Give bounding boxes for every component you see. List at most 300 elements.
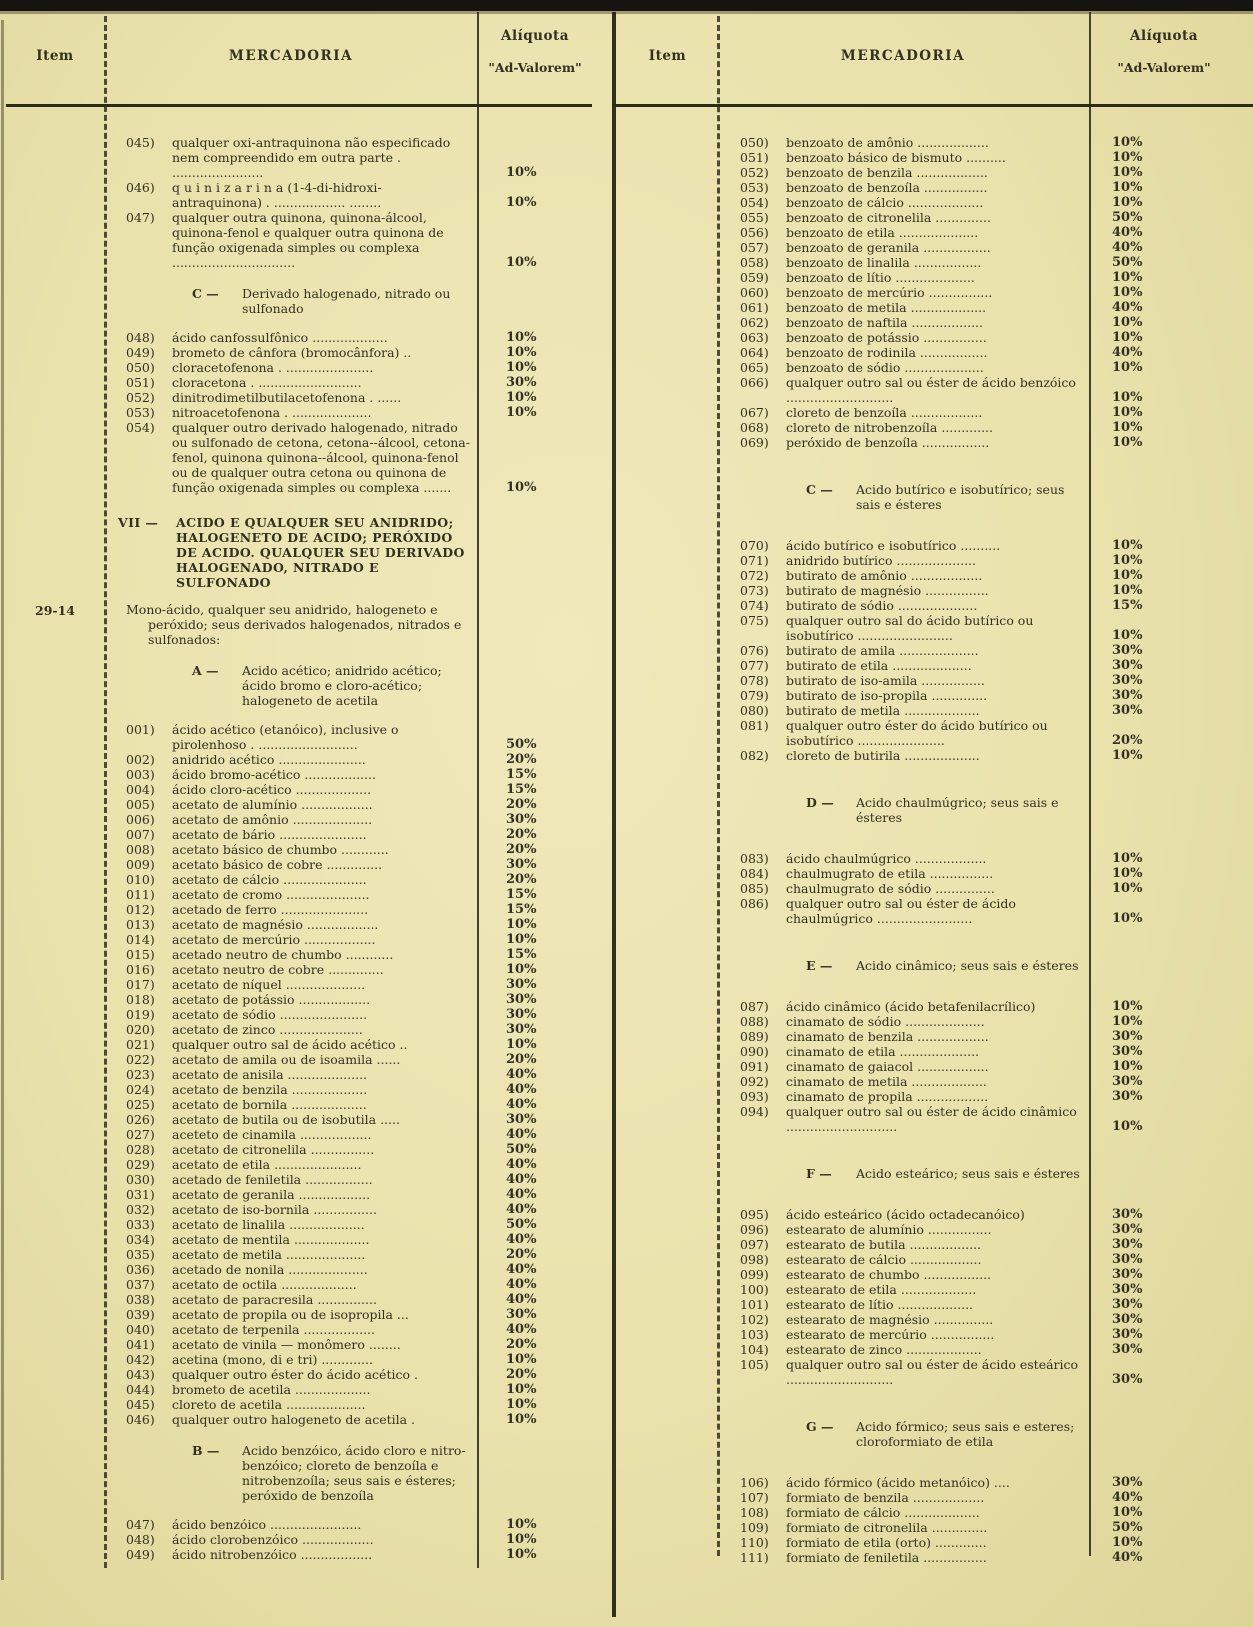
row-text: cinamato de sódio .................... — [786, 1014, 985, 1029]
row-rate: 30% — [506, 992, 537, 1007]
row-text: acetato de butila ou de isobutila ..... — [172, 1112, 400, 1127]
mercadoria-cell — [104, 1352, 478, 1367]
row-rate: 50% — [1112, 210, 1143, 225]
table-row — [612, 598, 1253, 613]
mercadoria-cell — [718, 896, 1090, 926]
row-rate: 10% — [1112, 285, 1143, 300]
mercadoria-cell — [718, 568, 1090, 583]
row-rate: 40% — [1112, 345, 1143, 360]
rate-cell — [1090, 135, 1253, 150]
mercadoria-cell — [104, 932, 478, 947]
mercadoria-cell — [104, 962, 478, 977]
row-text: benzoato de potássio ................ — [786, 330, 987, 345]
row-number: 108) — [740, 1505, 769, 1520]
table-row — [612, 688, 1253, 703]
item-code-cell — [612, 1089, 718, 1090]
row-text: benzoato de amônio .................. — [786, 135, 989, 150]
item-code-cell — [612, 1166, 718, 1167]
row-rate: 40% — [1112, 300, 1143, 315]
row-number: 021) — [126, 1037, 155, 1052]
item-code-cell — [6, 1367, 104, 1368]
item-code: 29-14 — [35, 603, 75, 618]
rate-cell — [1090, 1327, 1253, 1342]
column-header-left — [6, 12, 592, 107]
section-heading — [612, 1419, 1253, 1449]
heading-prefix: C — — [806, 482, 833, 497]
row-number: 026) — [126, 1112, 155, 1127]
item-code-cell — [612, 240, 718, 241]
table-row — [6, 1547, 592, 1562]
mercadoria-cell — [104, 1082, 478, 1097]
rate-cell — [478, 857, 592, 872]
row-text: formiato de benzila .................. — [786, 1490, 985, 1505]
item-code-cell — [612, 150, 718, 151]
row-text: qualquer outro éster do ácido acético . — [172, 1367, 418, 1382]
table-row — [6, 1307, 592, 1322]
row-number: 047) — [126, 210, 155, 225]
row-text: butirato de amônio .................. — [786, 568, 983, 583]
mercadoria-cell — [718, 1059, 1090, 1074]
row-number: 035) — [126, 1247, 155, 1262]
item-code-cell — [6, 1337, 104, 1338]
mercadoria-cell — [104, 210, 478, 270]
item-code-cell — [6, 722, 104, 723]
mercadoria-cell — [718, 866, 1090, 881]
item-code-cell — [6, 887, 104, 888]
rate-cell — [1090, 628, 1253, 643]
item-code-cell — [6, 1532, 104, 1533]
mercadoria-cell — [104, 1292, 478, 1307]
rate-cell — [1090, 1490, 1253, 1505]
table-row — [6, 1262, 592, 1277]
mercadoria-cell — [718, 538, 1090, 553]
row-rate: 10% — [1112, 1505, 1143, 1520]
mercadoria-cell — [104, 857, 478, 872]
table-row — [612, 405, 1253, 420]
rate-cell — [1090, 255, 1253, 270]
mercadoria-cell — [104, 917, 478, 932]
mercadoria-cell — [718, 958, 1090, 973]
mercadoria-cell — [718, 360, 1090, 375]
row-text: chaulmugrato de etila ................ — [786, 866, 994, 881]
row-number: 049) — [126, 345, 155, 360]
table-row — [612, 165, 1253, 180]
row-number: 109) — [740, 1520, 769, 1535]
row-number: 075) — [740, 613, 769, 628]
mercadoria-cell — [104, 1172, 478, 1187]
mercadoria-cell — [718, 300, 1090, 315]
item-code-cell — [6, 1052, 104, 1053]
row-number: 055) — [740, 210, 769, 225]
row-number: 034) — [126, 1232, 155, 1247]
section-heading — [612, 795, 1253, 825]
table-row — [612, 718, 1253, 748]
item-code-cell — [612, 345, 718, 346]
row-number: 083) — [740, 851, 769, 866]
row-rate: 10% — [1112, 851, 1143, 866]
rate-cell — [1090, 911, 1253, 926]
mercadoria-cell — [104, 1382, 478, 1397]
row-text: butirato de etila .................... — [786, 658, 972, 673]
row-number: 041) — [126, 1337, 155, 1352]
rate-cell — [1090, 583, 1253, 598]
mercadoria-cell — [104, 872, 478, 887]
mercadoria-cell — [104, 1202, 478, 1217]
rate-cell — [478, 255, 592, 270]
rate-cell — [478, 1547, 592, 1562]
mercadoria-cell — [718, 1550, 1090, 1565]
table-row — [612, 568, 1253, 583]
item-code-cell — [612, 999, 718, 1000]
rate-cell — [1090, 748, 1253, 763]
rate-cell — [478, 767, 592, 782]
rate-cell — [478, 1052, 592, 1067]
row-text: cloracetona . .......................... — [172, 375, 362, 390]
row-number: 068) — [740, 420, 769, 435]
row-number: 046) — [126, 180, 155, 195]
row-rate: 10% — [1112, 420, 1143, 435]
mercadoria-cell — [104, 1307, 478, 1322]
table-row — [6, 1052, 592, 1067]
row-text: qualquer oxi-antraquinona não especificado nem compreendido em outra parte . ....................... — [172, 135, 451, 180]
mercadoria-cell — [104, 1217, 478, 1232]
table-row — [612, 1029, 1253, 1044]
row-rate: 15% — [1112, 598, 1143, 613]
table-row — [612, 345, 1253, 360]
mercadoria-cell — [718, 1166, 1090, 1181]
row-rate: 10% — [1112, 405, 1143, 420]
row-rate: 30% — [1112, 688, 1143, 703]
rate-cell — [1090, 881, 1253, 896]
row-number: 073) — [740, 583, 769, 598]
row-text: acetato de alumínio .................. — [172, 797, 373, 812]
rate-cell — [1090, 360, 1253, 375]
mercadoria-cell — [718, 1297, 1090, 1312]
table-row — [612, 1252, 1253, 1267]
mercadoria-cell — [104, 602, 478, 647]
mercadoria-cell — [718, 718, 1090, 748]
mercadoria-cell — [718, 1342, 1090, 1357]
rate-cell — [1090, 553, 1253, 568]
item-code-cell — [612, 568, 718, 569]
row-number: 091) — [740, 1059, 769, 1074]
table-row — [612, 150, 1253, 165]
row-rate: 20% — [506, 842, 537, 857]
mercadoria-cell — [104, 663, 478, 708]
item-code-cell — [6, 1262, 104, 1263]
mercadoria-cell — [104, 1517, 478, 1532]
mercadoria-cell — [104, 842, 478, 857]
row-rate: 15% — [506, 782, 537, 797]
table-row — [6, 180, 592, 210]
rate-cell — [478, 782, 592, 797]
rate-cell — [478, 737, 592, 752]
row-rate: 30% — [1112, 1327, 1143, 1342]
mercadoria-cell — [718, 1074, 1090, 1089]
row-number: 012) — [126, 902, 155, 917]
rate-cell — [478, 977, 592, 992]
mercadoria-cell — [718, 255, 1090, 270]
item-code-cell — [612, 583, 718, 584]
row-number: 076) — [740, 643, 769, 658]
row-text: estearato de butila .................. — [786, 1237, 982, 1252]
row-number: 001) — [126, 722, 155, 737]
table-row — [612, 1104, 1253, 1134]
mercadoria-cell — [104, 902, 478, 917]
rate-cell — [478, 405, 592, 420]
row-rate: 30% — [1112, 658, 1143, 673]
row-text: qualquer outro sal ou éster de ácido cinâmico ............................ — [786, 1104, 1077, 1134]
row-number: 061) — [740, 300, 769, 315]
table-row — [612, 315, 1253, 330]
row-text: anidrido butírico .................... — [786, 553, 976, 568]
row-text: estearato de chumbo ................. — [786, 1267, 992, 1282]
table-row — [6, 947, 592, 962]
row-number: 006) — [126, 812, 155, 827]
row-text: formiato de cálcio ................... — [786, 1505, 980, 1520]
item-code-cell — [612, 1252, 718, 1253]
row-rate: 50% — [506, 1142, 537, 1157]
item-code-cell — [6, 992, 104, 993]
heading-text: Acido acético; anidrido acético; ácido bromo e cloro-acético; halogeneto de acetila — [242, 663, 442, 708]
rate-cell — [1090, 330, 1253, 345]
header-mercadoria-label: MERCADORIA — [228, 48, 354, 64]
item-code-cell — [612, 703, 718, 704]
item-code-cell — [612, 255, 718, 256]
item-code-cell — [6, 1292, 104, 1293]
row-text: benzoato de mercúrio ................ — [786, 285, 993, 300]
row-rate: 10% — [1112, 911, 1143, 926]
row-text: formiato de citronelila .............. — [786, 1520, 988, 1535]
row-text: estearato de cálcio .................. — [786, 1252, 982, 1267]
table-row — [6, 1322, 592, 1337]
rate-cell — [1090, 315, 1253, 330]
rate-cell — [478, 1172, 592, 1187]
row-rate: 10% — [1112, 748, 1143, 763]
row-number: 067) — [740, 405, 769, 420]
table-row — [612, 240, 1253, 255]
mercadoria-cell — [718, 270, 1090, 285]
row-text: estearato de alumínio ................ — [786, 1222, 992, 1237]
row-text: acetato de amônio .................... — [172, 812, 373, 827]
rate-cell — [1090, 210, 1253, 225]
rate-cell — [478, 1022, 592, 1037]
item-code-cell — [612, 598, 718, 599]
row-text: qualquer outro halogeneto de acetila . — [172, 1412, 416, 1427]
row-number: 019) — [126, 1007, 155, 1022]
mercadoria-cell — [104, 1367, 478, 1382]
row-text: anidrido acético ...................... — [172, 752, 366, 767]
row-number: 107) — [740, 1490, 769, 1505]
row-number: 081) — [740, 718, 769, 733]
row-number: 080) — [740, 703, 769, 718]
section-heading — [6, 286, 592, 316]
rate-cell — [1090, 1505, 1253, 1520]
row-rate: 40% — [506, 1277, 537, 1292]
rate-cell — [1090, 1475, 1253, 1490]
rate-cell — [1090, 1342, 1253, 1357]
table-row — [612, 420, 1253, 435]
row-number: 030) — [126, 1172, 155, 1187]
row-text: ácido butírico e isobutírico .......... — [786, 538, 1001, 553]
row-text: acetado de feniletila ................. — [172, 1172, 373, 1187]
heading-prefix: F — — [806, 1166, 832, 1181]
row-rate: 10% — [506, 1412, 537, 1427]
item-code-cell — [612, 881, 718, 882]
table-row — [612, 1089, 1253, 1104]
row-rate: 30% — [1112, 1475, 1143, 1490]
table-row — [6, 917, 592, 932]
row-number: 100) — [740, 1282, 769, 1297]
row-text: qualquer outro sal ou éster de ácido esteárico ........................... — [786, 1357, 1079, 1387]
item-code-cell — [6, 1382, 104, 1383]
rate-cell — [478, 1397, 592, 1412]
rate-cell — [1090, 1237, 1253, 1252]
row-number: 106) — [740, 1475, 769, 1490]
header-aliquota-label: Alíquota — [1130, 28, 1198, 44]
row-text: cloracetofenona . ...................... — [172, 360, 374, 375]
item-code-cell — [6, 1322, 104, 1323]
item-code-cell — [612, 165, 718, 166]
mercadoria-cell — [718, 1104, 1090, 1134]
mercadoria-cell — [104, 1397, 478, 1412]
row-number: 104) — [740, 1342, 769, 1357]
rate-cell — [1090, 150, 1253, 165]
table-row — [612, 1505, 1253, 1520]
row-text: ácido canfossulfônico ................... — [172, 330, 388, 345]
row-number: 027) — [126, 1127, 155, 1142]
row-text: nitroacetofenona . .................... — [172, 405, 372, 420]
item-code-cell — [612, 748, 718, 749]
item-code-cell — [612, 958, 718, 959]
row-number: 097) — [740, 1237, 769, 1252]
row-number: 074) — [740, 598, 769, 613]
row-text: acetato de cromo ..................... — [172, 887, 370, 902]
row-number: 016) — [126, 962, 155, 977]
row-rate: 10% — [1112, 360, 1143, 375]
row-text: cloreto de butirila ................... — [786, 748, 980, 763]
row-number: 042) — [126, 1352, 155, 1367]
row-number: 101) — [740, 1297, 769, 1312]
table-row — [6, 827, 592, 842]
item-code-cell — [612, 1029, 718, 1030]
item-code-cell — [6, 1127, 104, 1128]
row-text: cinamato de benzila .................. — [786, 1029, 989, 1044]
row-number: 024) — [126, 1082, 155, 1097]
row-text: acetato básico de cobre .............. — [172, 857, 383, 872]
row-rate: 10% — [506, 1397, 537, 1412]
mercadoria-cell — [718, 583, 1090, 598]
row-number: 007) — [126, 827, 155, 842]
table-row — [6, 1352, 592, 1367]
row-text: qualquer outro éster do ácido butírico ou isobutírico ...................... — [786, 718, 1048, 748]
row-text: acetato de cálcio ..................... — [172, 872, 367, 887]
mercadoria-cell — [104, 1187, 478, 1202]
item-code-cell — [612, 1505, 718, 1506]
rate-cell — [478, 375, 592, 390]
rate-cell — [478, 1067, 592, 1082]
row-rate: 10% — [1112, 568, 1143, 583]
rate-cell — [1090, 180, 1253, 195]
item-code-cell — [612, 613, 718, 614]
item-code-cell — [6, 1352, 104, 1353]
row-text: acetato de mentila ................... — [172, 1232, 370, 1247]
item-code-cell — [6, 1232, 104, 1233]
mercadoria-cell — [718, 1222, 1090, 1237]
rate-cell — [478, 1187, 592, 1202]
row-rate: 30% — [506, 1022, 537, 1037]
rate-cell — [1090, 1074, 1253, 1089]
mercadoria-cell — [718, 195, 1090, 210]
row-text: acetado de nonila .................... — [172, 1262, 368, 1277]
item-code-cell — [612, 1104, 718, 1105]
heading-text: ACIDO E QUALQUER SEU ANIDRIDO; HALOGENETO DE ACIDO; PERÓXIDO DE ACIDO. QUALQUER SEU DERIVADO HALOGENADO, NITRADO E SULFONADO — [176, 515, 465, 590]
page-gutter-shadow — [1, 20, 4, 1580]
row-rate: 10% — [1112, 1119, 1143, 1134]
row-number: 010) — [126, 872, 155, 887]
table-row — [6, 1532, 592, 1547]
item-code-cell — [612, 1237, 718, 1238]
table-row — [6, 1097, 592, 1112]
row-rate: 30% — [1112, 1312, 1143, 1327]
row-number: 031) — [126, 1187, 155, 1202]
mercadoria-cell — [718, 1327, 1090, 1342]
row-text: aceteto de cinamila .................. — [172, 1127, 372, 1142]
row-rate: 40% — [1112, 1550, 1143, 1565]
row-text: benzoato de cálcio ................... — [786, 195, 984, 210]
row-number: 053) — [740, 180, 769, 195]
table-row — [6, 1022, 592, 1037]
item-code-cell — [612, 1535, 718, 1536]
row-number: 054) — [126, 420, 155, 435]
mercadoria-cell — [104, 752, 478, 767]
row-rate: 10% — [506, 1352, 537, 1367]
table-row — [6, 1172, 592, 1187]
item-code-cell — [6, 1307, 104, 1308]
rate-cell — [478, 1532, 592, 1547]
table-row — [6, 1277, 592, 1292]
table-row — [612, 748, 1253, 763]
row-text: chaulmugrato de sódio ............... — [786, 881, 995, 896]
row-rate: 40% — [506, 1172, 537, 1187]
row-rate: 20% — [1112, 733, 1143, 748]
row-number: 054) — [740, 195, 769, 210]
mercadoria-cell — [718, 1490, 1090, 1505]
table-row — [612, 360, 1253, 375]
table-row — [6, 1142, 592, 1157]
row-rate: 20% — [506, 797, 537, 812]
rate-cell — [478, 752, 592, 767]
mercadoria-cell — [104, 515, 478, 590]
rate-cell — [478, 1112, 592, 1127]
rate-cell — [478, 1337, 592, 1352]
table-row — [612, 1059, 1253, 1074]
row-rate: 10% — [506, 1547, 537, 1562]
row-number: 066) — [740, 375, 769, 390]
row-number: 063) — [740, 330, 769, 345]
row-number: 060) — [740, 285, 769, 300]
table-row — [612, 851, 1253, 866]
row-text: ácido esteárico (ácido octadecanóico) — [786, 1207, 1025, 1222]
item-code-cell — [6, 947, 104, 948]
mercadoria-cell — [718, 435, 1090, 450]
row-text: qualquer outro sal do ácido butírico ou isobutírico ........................ — [786, 613, 1034, 643]
section-heading — [612, 1166, 1253, 1181]
row-rate: 10% — [506, 195, 537, 210]
mercadoria-cell — [104, 405, 478, 420]
mercadoria-cell — [718, 1267, 1090, 1282]
rate-cell — [1090, 1372, 1253, 1387]
